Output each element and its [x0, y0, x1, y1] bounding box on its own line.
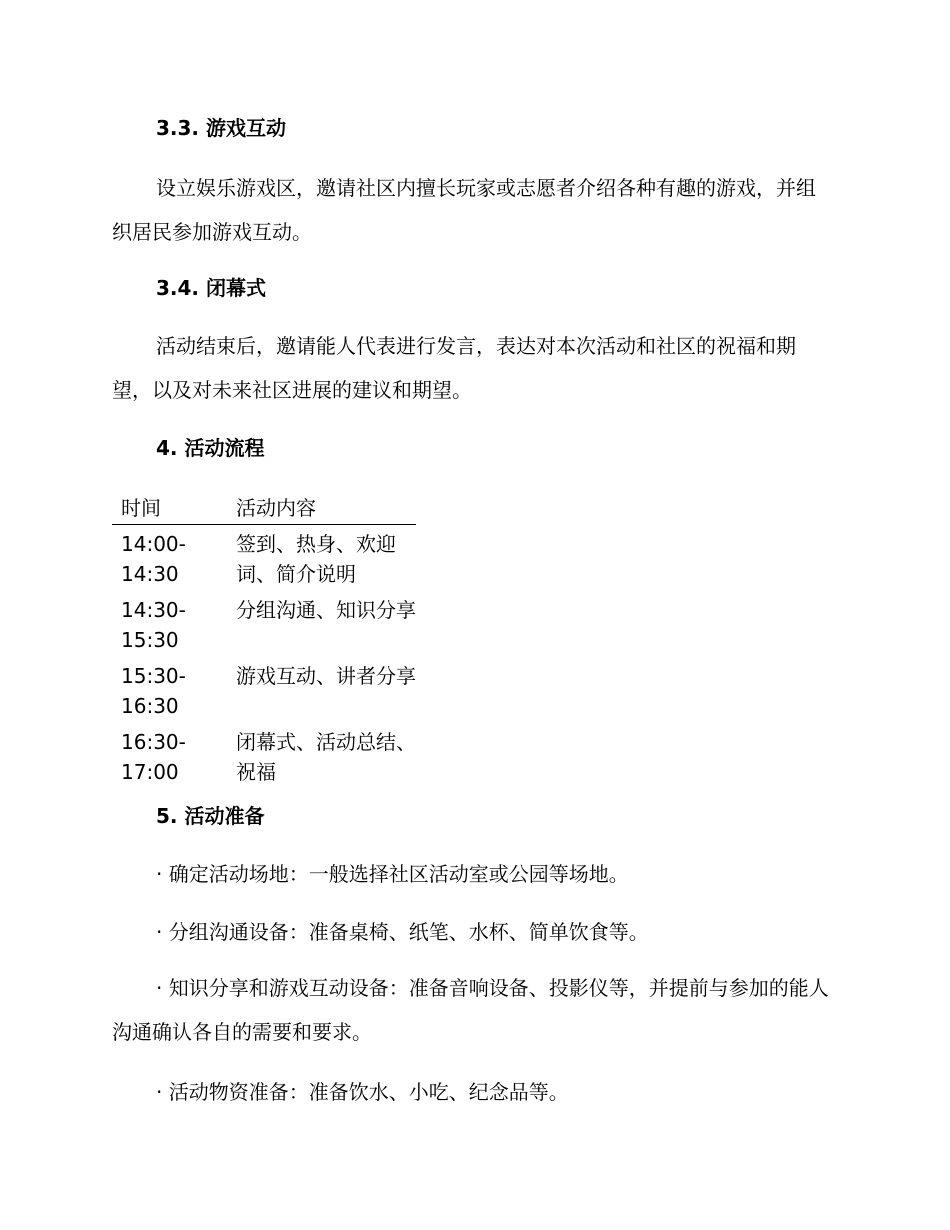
section-3-3-text: 设立娱乐游戏区，邀请社区内擅长玩家或志愿者介绍各种有趣的游戏，并组织居民参加游戏互动。 — [112, 176, 816, 244]
section-3-4-title: 3.4. 闭幕式 — [156, 276, 266, 300]
table-header-row — [112, 494, 416, 525]
time-cell: 14:00-14:30 — [121, 532, 186, 586]
activity-cell: 闭幕式、活动总结、祝福 — [236, 730, 416, 784]
table-row — [112, 525, 416, 592]
schedule-table — [112, 494, 416, 789]
activity-cell: 签到、热身、欢迎词、简介说明 — [236, 532, 396, 586]
prep-item-supplies: · 活动物资准备：准备饮水、小吃、纪念品等。 — [156, 1080, 569, 1104]
prep-item-sharing-equipment — [112, 966, 832, 1054]
section-5-title: 5. 活动准备 — [156, 804, 265, 828]
section-4-title: 4. 活动流程 — [156, 436, 265, 460]
section-3-4-text: 活动结束后，邀请能人代表进行发言，表达对本次活动和社区的祝福和期望，以及对未来社区进展的建议和期望。 — [112, 334, 796, 402]
time-cell: 15:30-16:30 — [121, 664, 186, 718]
time-cell: 14:30-15:30 — [121, 598, 186, 652]
prep-item-venue: · 确定活动场地：一般选择社区活动室或公园等场地。 — [156, 862, 629, 886]
header-activity: 活动内容 — [227, 494, 416, 525]
header-time: 时间 — [112, 494, 227, 525]
prep-item-group-equipment: · 分组沟通设备：准备桌椅、纸笔、水杯、简单饮食等。 — [156, 920, 649, 944]
activity-cell: 游戏互动、讲者分享 — [236, 664, 416, 688]
section-3-4-body — [112, 324, 832, 412]
activity-cell: 分组沟通、知识分享 — [236, 598, 416, 622]
section-3-3-title: 3.3. 游戏互动 — [156, 116, 286, 140]
prep-item-sharing-text: · 知识分享和游戏互动设备：准备音响设备、投影仪等，并提前与参加的能人沟通确认各自的需要和要求。 — [112, 976, 829, 1044]
table-row — [112, 591, 416, 657]
table-row — [112, 723, 416, 789]
table-row — [112, 657, 416, 723]
time-cell: 16:30-17:00 — [121, 730, 186, 784]
section-3-3-body — [112, 166, 832, 254]
